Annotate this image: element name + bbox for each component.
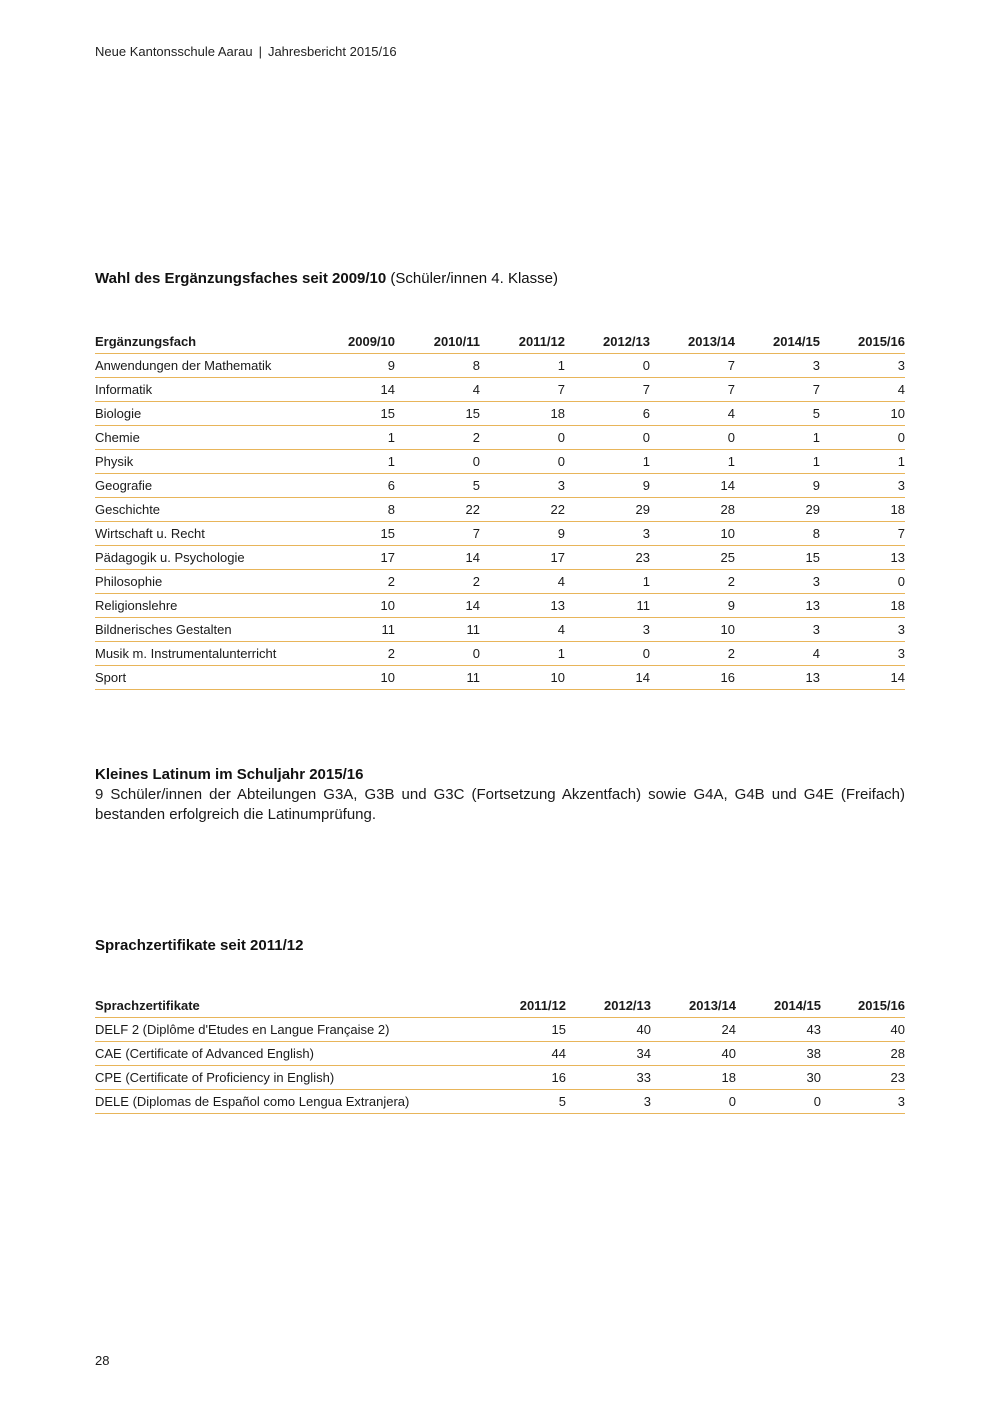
- table-cell: 4: [650, 402, 735, 426]
- section-title-note: (Schüler/innen 4. Klasse): [386, 270, 558, 287]
- table-cell: 40: [651, 1042, 736, 1066]
- table-cell: 1: [735, 426, 820, 450]
- table-cell: 3: [820, 474, 905, 498]
- table-cell: 10: [480, 666, 565, 690]
- column-header: 2009/10: [310, 329, 395, 354]
- table-cell: 13: [820, 546, 905, 570]
- table-cell: 0: [565, 426, 650, 450]
- row-label: Geografie: [95, 474, 310, 498]
- table-cell: 8: [735, 522, 820, 546]
- column-header: 2012/13: [565, 329, 650, 354]
- table-cell: 22: [480, 498, 565, 522]
- table-cell: 16: [650, 666, 735, 690]
- table-cell: 7: [480, 378, 565, 402]
- table-cell: 0: [650, 426, 735, 450]
- table-cell: 9: [565, 474, 650, 498]
- table-cell: 14: [310, 378, 395, 402]
- table-cell: 15: [310, 522, 395, 546]
- table-cell: 8: [310, 498, 395, 522]
- table-cell: 11: [565, 594, 650, 618]
- table-cell: 17: [310, 546, 395, 570]
- table-cell: 16: [480, 1066, 566, 1090]
- header-report: Jahresbericht 2015/16: [267, 44, 397, 59]
- table-row: [95, 1066, 905, 1090]
- table-cell: 0: [736, 1090, 821, 1114]
- table-row: [95, 1090, 905, 1114]
- table-cell: 2: [395, 426, 480, 450]
- table-cell: 3: [480, 474, 565, 498]
- column-header: 2010/11: [395, 329, 480, 354]
- table-row: [95, 666, 905, 690]
- row-label: Religionslehre: [95, 594, 310, 618]
- section-title-ergaenzungsfach: [95, 270, 558, 287]
- table-cell: 29: [565, 498, 650, 522]
- table-cell: 11: [395, 666, 480, 690]
- row-label: Informatik: [95, 378, 310, 402]
- table-row: [95, 522, 905, 546]
- row-label: DELE (Diplomas de Español como Lengua Extranjera): [95, 1090, 480, 1114]
- row-label: CAE (Certificate of Advanced English): [95, 1042, 480, 1066]
- row-label: Chemie: [95, 426, 310, 450]
- table-cell: 3: [565, 618, 650, 642]
- row-label: Pädagogik u. Psychologie: [95, 546, 310, 570]
- section-title-bold: Wahl des Ergänzungsfaches seit 2009/10: [95, 270, 387, 287]
- table-cell: 44: [480, 1042, 566, 1066]
- table-cell: 3: [820, 354, 905, 378]
- table-row: [95, 402, 905, 426]
- table-cell: 15: [480, 1018, 566, 1042]
- table-cell: 3: [735, 354, 820, 378]
- table-cell: 3: [820, 618, 905, 642]
- table-cell: 29: [735, 498, 820, 522]
- table-cell: 22: [395, 498, 480, 522]
- table-cell: 4: [480, 570, 565, 594]
- table-cell: 0: [651, 1090, 736, 1114]
- ergaenzungsfach-table: [95, 329, 905, 690]
- table-cell: 4: [480, 618, 565, 642]
- table-cell: 28: [650, 498, 735, 522]
- latinum-title: Kleines Latinum im Schuljahr 2015/16: [95, 766, 364, 783]
- table-row: [95, 498, 905, 522]
- table-cell: 15: [735, 546, 820, 570]
- table-cell: 13: [735, 666, 820, 690]
- table-cell: 1: [480, 354, 565, 378]
- row-label: Musik m. Instrumentalunterricht: [95, 642, 310, 666]
- table-row: [95, 450, 905, 474]
- table-cell: 18: [820, 594, 905, 618]
- column-header: 2012/13: [566, 993, 651, 1018]
- table-cell: 13: [735, 594, 820, 618]
- sprachzertifikate-table: [95, 993, 905, 1114]
- table-cell: 15: [395, 402, 480, 426]
- table-cell: 0: [820, 570, 905, 594]
- table-row: [95, 570, 905, 594]
- table-cell: 38: [736, 1042, 821, 1066]
- column-header: 2013/14: [651, 993, 736, 1018]
- column-header: 2015/16: [820, 329, 905, 354]
- table-cell: 23: [821, 1066, 905, 1090]
- column-header: 2014/15: [736, 993, 821, 1018]
- table-cell: 9: [735, 474, 820, 498]
- table-cell: 0: [820, 426, 905, 450]
- table-row: [95, 1042, 905, 1066]
- table-cell: 7: [565, 378, 650, 402]
- table-cell: 9: [310, 354, 395, 378]
- table-cell: 1: [480, 642, 565, 666]
- row-label: Bildnerisches Gestalten: [95, 618, 310, 642]
- latinum-paragraph: 9 Schüler/innen der Abteilungen G3A, G3B und G3C (Fortsetzung Akzentfach) sowie G4A, G4B und G4E (Freifach) bestanden erfolgreich die Latinumprüfung.: [95, 786, 905, 823]
- table-cell: 0: [565, 642, 650, 666]
- table-cell: 1: [310, 450, 395, 474]
- table-cell: 10: [650, 522, 735, 546]
- table-cell: 2: [310, 570, 395, 594]
- table-cell: 7: [395, 522, 480, 546]
- table-row: [95, 1018, 905, 1042]
- column-header: 2014/15: [735, 329, 820, 354]
- column-header: 2011/12: [480, 329, 565, 354]
- table-cell: 3: [821, 1090, 905, 1114]
- table-cell: 6: [310, 474, 395, 498]
- table-cell: 1: [565, 570, 650, 594]
- table-cell: 15: [310, 402, 395, 426]
- table-cell: 34: [566, 1042, 651, 1066]
- column-header: 2011/12: [480, 993, 566, 1018]
- table-cell: 3: [565, 522, 650, 546]
- row-label: Sport: [95, 666, 310, 690]
- table-cell: 11: [395, 618, 480, 642]
- table-cell: 9: [480, 522, 565, 546]
- column-header: Sprachzertifikate: [95, 993, 480, 1018]
- table-cell: 1: [565, 450, 650, 474]
- table-cell: 3: [566, 1090, 651, 1114]
- row-label: Anwendungen der Mathematik: [95, 354, 310, 378]
- table-row: [95, 378, 905, 402]
- table-cell: 4: [820, 378, 905, 402]
- table-cell: 7: [820, 522, 905, 546]
- row-label: Geschichte: [95, 498, 310, 522]
- table-cell: 33: [566, 1066, 651, 1090]
- header-separator: |: [258, 44, 262, 59]
- row-label: Wirtschaft u. Recht: [95, 522, 310, 546]
- table-row: [95, 642, 905, 666]
- table-cell: 10: [820, 402, 905, 426]
- table-cell: 10: [310, 594, 395, 618]
- table-cell: 4: [395, 378, 480, 402]
- table-cell: 28: [821, 1042, 905, 1066]
- table-cell: 7: [650, 378, 735, 402]
- table-cell: 6: [565, 402, 650, 426]
- table-cell: 7: [735, 378, 820, 402]
- table-cell: 0: [480, 426, 565, 450]
- table-cell: 1: [820, 450, 905, 474]
- row-label: DELF 2 (Diplôme d'Etudes en Langue Française 2): [95, 1018, 480, 1042]
- table-cell: 13: [480, 594, 565, 618]
- table-cell: 18: [480, 402, 565, 426]
- table-row: [95, 426, 905, 450]
- table-cell: 18: [651, 1066, 736, 1090]
- table-cell: 5: [735, 402, 820, 426]
- table-cell: 3: [735, 618, 820, 642]
- table-cell: 10: [650, 618, 735, 642]
- table-cell: 4: [735, 642, 820, 666]
- table-cell: 3: [735, 570, 820, 594]
- table-row: [95, 354, 905, 378]
- table-cell: 40: [566, 1018, 651, 1042]
- table-cell: 2: [310, 642, 395, 666]
- row-label: Biologie: [95, 402, 310, 426]
- row-label: Physik: [95, 450, 310, 474]
- table-cell: 10: [310, 666, 395, 690]
- table-cell: 14: [650, 474, 735, 498]
- table-cell: 7: [650, 354, 735, 378]
- table-cell: 5: [480, 1090, 566, 1114]
- page-number: 28: [95, 1353, 110, 1368]
- table-cell: 25: [650, 546, 735, 570]
- table-cell: 14: [395, 546, 480, 570]
- table-header-row: [95, 993, 905, 1018]
- table-cell: 23: [565, 546, 650, 570]
- table-cell: 14: [820, 666, 905, 690]
- table-cell: 1: [735, 450, 820, 474]
- table-cell: 18: [820, 498, 905, 522]
- table-cell: 43: [736, 1018, 821, 1042]
- column-header: Ergänzungsfach: [95, 329, 310, 354]
- table-cell: 0: [395, 450, 480, 474]
- sprachzertifikate-title: Sprachzertifikate seit 2011/12: [95, 937, 304, 954]
- table-row: [95, 618, 905, 642]
- table-cell: 14: [565, 666, 650, 690]
- table-cell: 2: [650, 642, 735, 666]
- table-cell: 1: [310, 426, 395, 450]
- table-cell: 11: [310, 618, 395, 642]
- table-cell: 3: [820, 642, 905, 666]
- row-label: Philosophie: [95, 570, 310, 594]
- table-cell: 30: [736, 1066, 821, 1090]
- table-cell: 24: [651, 1018, 736, 1042]
- table-row: [95, 594, 905, 618]
- table-cell: 1: [650, 450, 735, 474]
- table-cell: 0: [565, 354, 650, 378]
- table-cell: 5: [395, 474, 480, 498]
- table-cell: 0: [480, 450, 565, 474]
- table-cell: 40: [821, 1018, 905, 1042]
- table-row: [95, 546, 905, 570]
- column-header: 2013/14: [650, 329, 735, 354]
- table-row: [95, 474, 905, 498]
- table-cell: 0: [395, 642, 480, 666]
- table-header-row: [95, 329, 905, 354]
- section-title-latinum: [95, 766, 363, 783]
- column-header: 2015/16: [821, 993, 905, 1018]
- table-cell: 17: [480, 546, 565, 570]
- table-cell: 14: [395, 594, 480, 618]
- section-title-sprachzertifikate: [95, 937, 303, 954]
- table-cell: 9: [650, 594, 735, 618]
- table-cell: 2: [650, 570, 735, 594]
- table-cell: 2: [395, 570, 480, 594]
- page-header: [95, 44, 397, 59]
- row-label: CPE (Certificate of Proficiency in English): [95, 1066, 480, 1090]
- header-school: Neue Kantonsschule Aarau: [95, 44, 253, 59]
- table-cell: 8: [395, 354, 480, 378]
